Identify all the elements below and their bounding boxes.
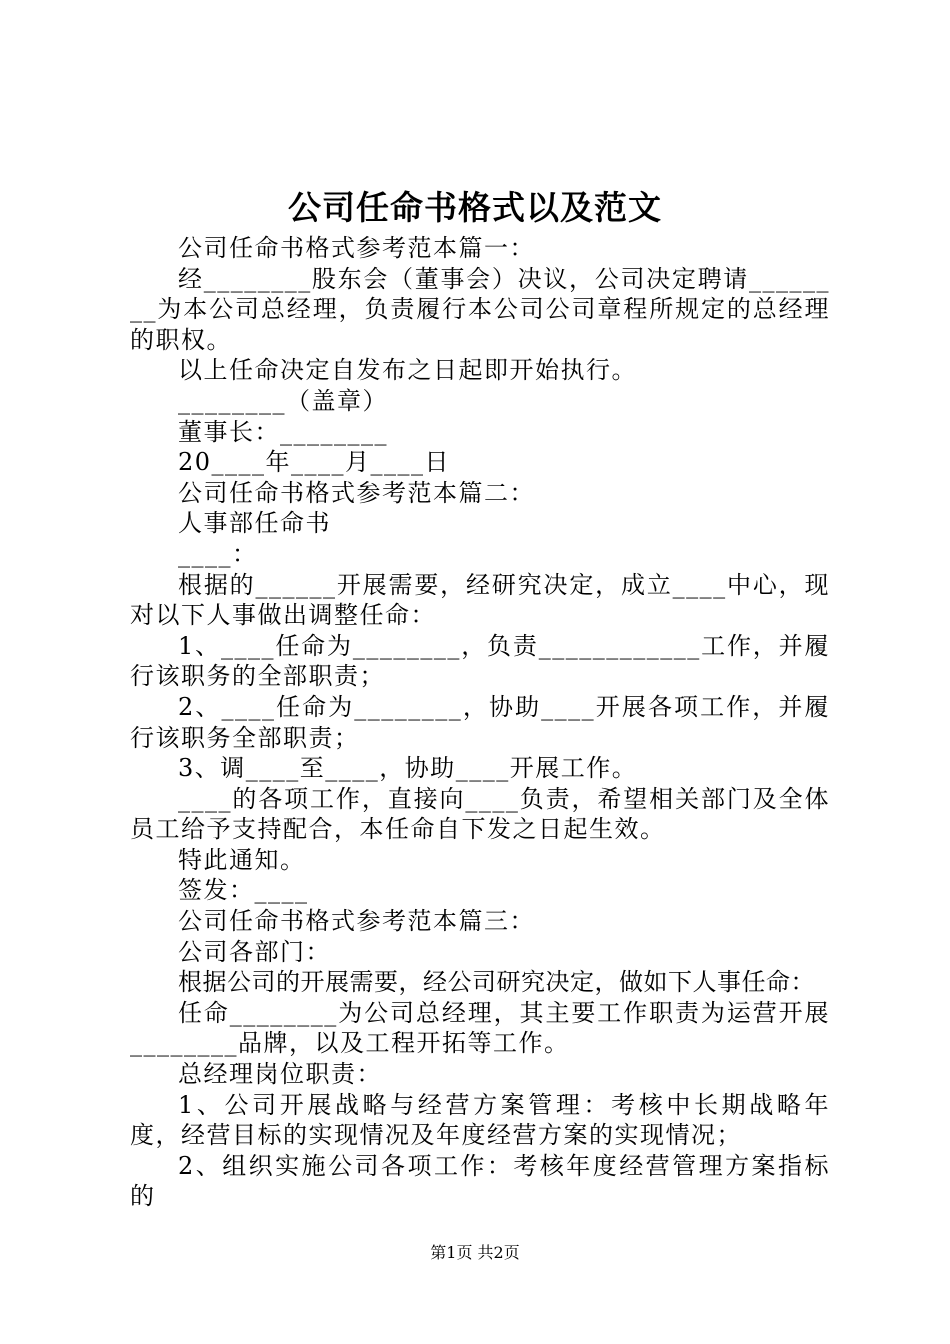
paragraph: 公司各部门： xyxy=(178,937,331,966)
paragraph: 人事部任命书 xyxy=(178,509,331,538)
date-line: 20____年____月____日 xyxy=(178,448,451,477)
section-heading: 公司任命书格式参考范本篇二： xyxy=(178,478,535,507)
paragraph: 任命________为公司总经理，其主要工作职责为运营开展________品牌，以及工程开拓等工作。 xyxy=(130,998,830,1058)
document-title: 公司任命书格式以及范文 xyxy=(288,188,662,227)
paragraph: ____： xyxy=(178,539,258,568)
list-item: 1、____任命为________，负责____________工作，并履行该职务的全部职责； xyxy=(130,631,830,691)
paragraph: 以上任命决定自发布之日起即开始执行。 xyxy=(178,356,637,385)
signature-line: 签发：____ xyxy=(178,876,309,905)
list-item: 2、组织实施公司各项工作：考核年度经营管理方案指标的 xyxy=(130,1151,830,1211)
section-heading: 公司任命书格式参考范本篇三： xyxy=(178,907,535,936)
paragraph: 特此通知。 xyxy=(178,845,306,874)
paragraph: 根据公司的开展需要，经公司研究决定，做如下人事任命： xyxy=(178,968,815,997)
section-heading: 公司任命书格式参考范本篇一： xyxy=(178,234,535,262)
page-footer: 第1页 共2页 xyxy=(430,1243,520,1262)
document-body xyxy=(130,233,830,1212)
list-item: 1、公司开展战略与经营方案管理：考核中长期战略年度，经营目标的实现情况及年度经营方案的实现情况； xyxy=(130,1090,830,1150)
list-item: 3、调____至____，协助____开展工作。 xyxy=(178,754,638,783)
list-item: 2、____任命为________，协助____开展各项工作，并履行该职务全部职责； xyxy=(130,692,830,752)
paragraph: 经________股东会（董事会）决议，公司决定聘请________为本公司总经理，负责履行本公司公司章程所规定的总经理的职权。 xyxy=(130,264,830,354)
seal-line: ________（盖章） xyxy=(178,386,388,415)
paragraph: 总经理岗位职责： xyxy=(178,1060,382,1089)
paragraph: 根据的______开展需要，经研究决定，成立____中心，现对以下人事做出调整任命： xyxy=(130,570,830,630)
paragraph: ____的各项工作，直接向____负责，希望相关部门及全体员工给予支持配合，本任命自下发之日起生效。 xyxy=(130,784,830,844)
chairman-line: 董事长：________ xyxy=(178,417,388,446)
